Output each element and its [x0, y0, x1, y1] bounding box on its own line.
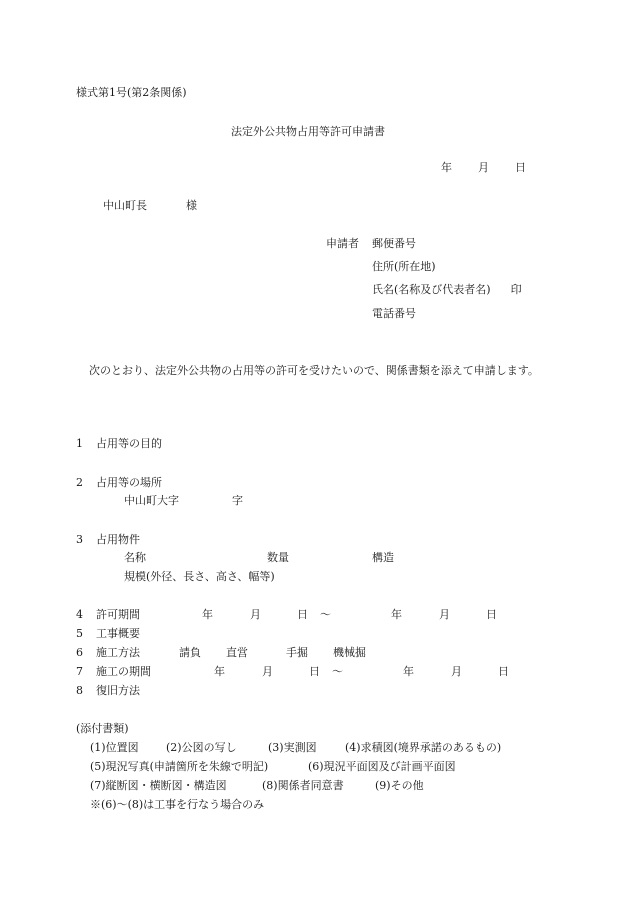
item-label: 許可期間: [96, 608, 140, 621]
item-restoration: [0, 684, 630, 698]
attachment-line: [0, 741, 630, 755]
item-label: 占用等の目的: [96, 437, 162, 450]
attachment-cadastral-copy: (2)公図の写し: [166, 741, 237, 754]
seal-mark: 印: [510, 283, 522, 296]
item-number: 8: [76, 684, 83, 697]
form-number: 様式第1号(第2条関係): [76, 86, 187, 99]
method-contract: 請負: [179, 646, 201, 659]
construction-end-year: 年: [403, 665, 414, 678]
construction-start-year: 年: [214, 665, 225, 678]
item-object: [0, 533, 630, 547]
application-statement: 次のとおり、法定外公共物の占用等の許可を受けたいので、関係書類を添えて申請します。: [89, 364, 539, 377]
item-number: 1: [76, 437, 83, 450]
attachment-note: [0, 798, 630, 812]
item-number: 2: [76, 476, 83, 489]
attachment-site-photo: (5)現況写真(申請箇所を朱線で明記): [90, 760, 269, 773]
address-field: 住所(所在地): [372, 260, 436, 273]
item-purpose: [0, 437, 630, 451]
date-year: 年: [441, 161, 452, 174]
construction-end-day: 日: [498, 665, 509, 678]
object-structure: 構造: [372, 551, 394, 564]
addressee: [103, 199, 197, 213]
application-date: [441, 161, 526, 175]
object-name: 名称: [124, 551, 146, 564]
item-label: 占用物件: [96, 533, 140, 546]
addressee-name: 中山町長: [103, 199, 147, 212]
attachment-note-text: ※(6)〜(8)は工事を行なう場合のみ: [90, 798, 265, 811]
object-scale: [0, 570, 630, 584]
item-construction-period: [0, 665, 630, 679]
phone-field: 電話番号: [372, 307, 416, 320]
attachment-line: [0, 760, 630, 774]
item-label: 工事概要: [96, 627, 140, 640]
attachments-header-text: (添付書類): [76, 722, 129, 735]
object-detail: [0, 551, 630, 565]
date-day: 日: [515, 161, 526, 174]
item-label: 復旧方法: [96, 684, 140, 697]
period-start-year: 年: [202, 608, 213, 621]
applicant-label: 申請者: [326, 237, 359, 250]
construction-start-month: 月: [262, 665, 273, 678]
date-month: 月: [478, 161, 489, 174]
addressee-honorific: 様: [186, 199, 197, 212]
place-detail: [0, 494, 630, 508]
item-outline: [0, 627, 630, 641]
attachment-plan-map: (6)現況平面図及び計画平面図: [308, 760, 456, 773]
method-direct: 直営: [226, 646, 248, 659]
period-end-day: 日: [486, 608, 497, 621]
item-label: 施工の期間: [96, 665, 151, 678]
document-title: 法定外公共物占用等許可申請書: [231, 125, 385, 138]
attachment-other: (9)その他: [375, 779, 424, 792]
period-start-month: 月: [250, 608, 261, 621]
name-field-label: 氏名(名称及び代表者名): [372, 283, 491, 296]
item-number: 3: [76, 533, 83, 546]
attachment-survey-map: (3)実測図: [268, 741, 317, 754]
item-place: [0, 476, 630, 490]
period-end-year: 年: [391, 608, 402, 621]
item-number: 7: [76, 665, 83, 678]
period-end-month: 月: [439, 608, 450, 621]
construction-start-day: 日: [309, 665, 320, 678]
attachment-line: [0, 779, 630, 793]
method-hand-dig: 手掘: [286, 646, 308, 659]
attachment-consent: (8)関係者同意書: [262, 779, 344, 792]
item-method: [0, 646, 630, 660]
attachment-section-drawings: (7)縦断図・横断図・構造図: [90, 779, 227, 792]
item-label: 施工方法: [96, 646, 140, 659]
object-scale-text: 規模(外径、長さ、高さ、幅等): [124, 570, 275, 583]
place-town: 中山町大字: [124, 494, 179, 507]
item-label: 占用等の場所: [96, 476, 162, 489]
construction-tilde: 〜: [332, 665, 343, 678]
period-start-day: 日: [297, 608, 308, 621]
attachment-area-map: (4)求積図(境界承諾のあるもの): [345, 741, 502, 754]
item-number: 4: [76, 608, 83, 621]
name-field: [372, 283, 522, 297]
item-number: 6: [76, 646, 83, 659]
period-tilde: 〜: [320, 608, 331, 621]
place-aza: 字: [232, 494, 243, 507]
method-machine-dig: 機械掘: [333, 646, 366, 659]
item-number: 5: [76, 627, 83, 640]
attachments-header: [0, 722, 630, 736]
postal-code-field: 郵便番号: [372, 237, 416, 250]
item-period: [0, 608, 630, 622]
attachment-location-map: (1)位置図: [90, 741, 139, 754]
object-quantity: 数量: [267, 551, 289, 564]
construction-end-month: 月: [451, 665, 462, 678]
